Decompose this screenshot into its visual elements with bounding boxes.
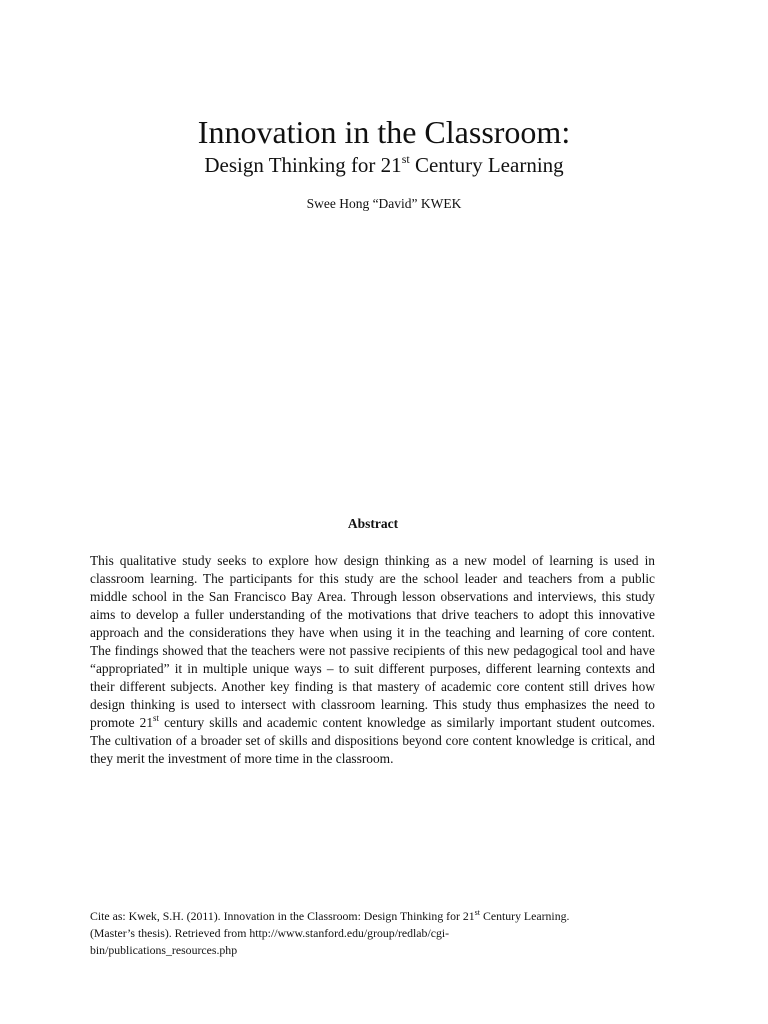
abstract-body xyxy=(90,552,655,768)
citation-text-start: Cite as: Kwek, S.H. (2011). Innovation in the Classroom: Design Thinking for 21 xyxy=(90,909,475,923)
abstract-superscript: st xyxy=(153,713,160,723)
citation-superscript: st xyxy=(474,908,481,917)
author-name: Swee Hong “David” KWEK xyxy=(306,196,462,211)
paper-title: Innovation in the Classroom: xyxy=(197,114,571,150)
paper-subtitle xyxy=(0,151,768,179)
abstract-heading: Abstract xyxy=(347,516,399,531)
citation-note xyxy=(90,908,590,959)
citation-text-end: Century Learning. (Master’s thesis). Retrieved from http://www.stanford.edu/group/redlab/cgi-bin/publications_resources.php xyxy=(90,909,570,957)
subtitle-text-start: Design Thinking for 21 xyxy=(204,153,402,177)
subtitle-superscript: st xyxy=(401,152,410,166)
subtitle-text-end: Century Learning xyxy=(409,153,564,177)
abstract-text-start: This qualitative study seeks to explore how design thinking as a new model of learning is used in classroom learning. The participants for this study are the school leader and teachers from a public middle school in the San Francisco Bay Area. Through lesson observations and interviews, this study aims to develop a fuller understanding of the motivations that drive teachers to adopt this innovative approach and the considerations they have when using it in the teaching and learning of core content. The findings showed that the teachers were not passive recipients of this new pedagogical tool and have “appropriated” it in multiple unique ways – to suit different purposes, different learning contexts and their different subjects. Another key finding is that mastery of academic core content still drives how design thinking is used to intersect with classroom learning. This study thus emphasizes the need to promote 21 xyxy=(90,553,655,730)
abstract-text-end: century skills and academic content knowledge as similarly important student outcomes. The cultivation of a broader set of skills and dispositions beyond core content knowledge is critical, and they merit the investment of more time in the classroom. xyxy=(90,715,655,766)
